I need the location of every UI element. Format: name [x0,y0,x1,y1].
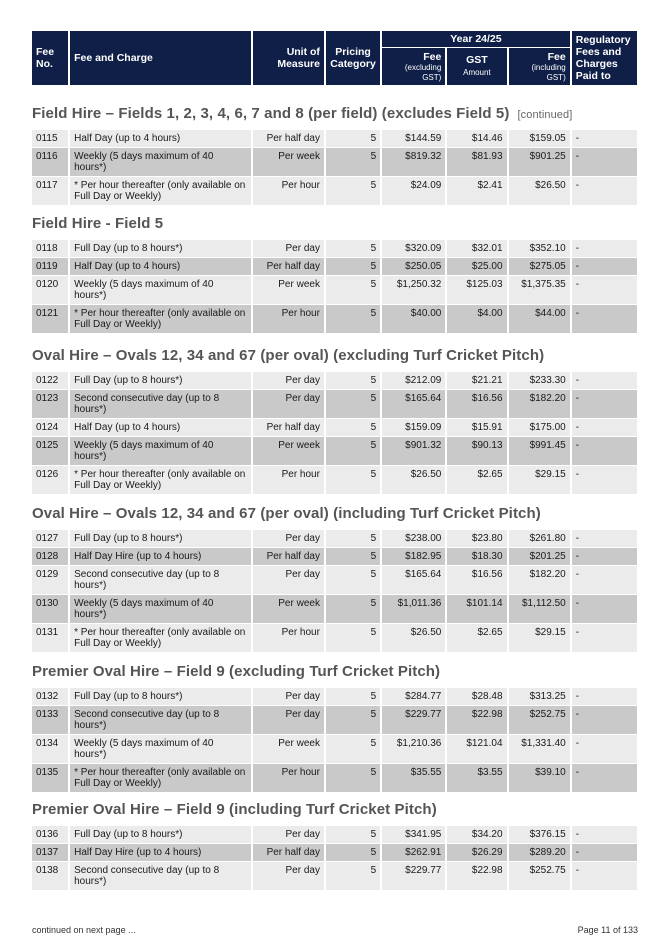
cell-fee-incl-gst: $313.25 [509,688,570,706]
cell-pricing-category: 5 [326,706,380,735]
cell-gst-amount: $23.80 [447,530,506,548]
cell-fee-excl-gst: $238.00 [382,530,445,548]
cell-unit-of-measure: Per week [253,735,324,764]
cell-fee-no: 0124 [32,419,68,437]
fee-table [30,372,639,495]
cell-fee-no: 0116 [32,148,68,177]
cell-fee-excl-gst: $819.32 [382,148,445,177]
cell-fee-no: 0125 [32,437,68,466]
header-gst [447,48,506,85]
cell-fee-no: 0134 [32,735,68,764]
cell-regulatory: - [572,466,637,495]
cell-gst-amount: $2.65 [447,624,506,653]
cell-fee-excl-gst: $165.64 [382,566,445,595]
cell-gst-amount: $2.41 [447,177,506,206]
cell-unit-of-measure: Per day [253,862,324,891]
table-row [32,826,637,844]
cell-pricing-category: 5 [326,826,380,844]
section-title [32,105,639,122]
table-row [32,466,637,495]
cell-fee-no: 0127 [32,530,68,548]
cell-fee-incl-gst: $252.75 [509,706,570,735]
cell-regulatory: - [572,764,637,793]
cell-pricing-category: 5 [326,419,380,437]
table-row [32,624,637,653]
cell-unit-of-measure: Per half day [253,548,324,566]
cell-unit-of-measure: Per hour [253,466,324,495]
cell-fee-no: 0126 [32,466,68,495]
header-year: Year 24/25 [382,31,570,48]
cell-fee-incl-gst: $233.30 [509,372,570,390]
header-fee-no: Fee No. [32,31,68,85]
table-row [32,419,637,437]
cell-regulatory: - [572,688,637,706]
section-title-text: Oval Hire – Ovals 12, 34 and 67 (per oval) (excluding Turf Cricket Pitch) [32,347,545,364]
cell-pricing-category: 5 [326,862,380,891]
cell-fee-excl-gst: $1,011.36 [382,595,445,624]
cell-regulatory: - [572,437,637,466]
cell-unit-of-measure: Per day [253,372,324,390]
cell-fee-incl-gst: $175.00 [509,419,570,437]
header-pricing-category: Pricing Category [326,31,380,85]
section-title [32,801,639,818]
section-title [32,663,639,680]
cell-fee-excl-gst: $284.77 [382,688,445,706]
cell-fee-and-charge: Weekly (5 days maximum of 40 hours*) [70,276,251,305]
cell-pricing-category: 5 [326,735,380,764]
section-title [32,347,639,364]
cell-fee-incl-gst: $39.10 [509,764,570,793]
cell-gst-amount: $81.93 [447,148,506,177]
header-fee-incl-sub: (including GST) [531,62,566,82]
cell-gst-amount: $125.03 [447,276,506,305]
table-row [32,530,637,548]
cell-fee-excl-gst: $1,210.36 [382,735,445,764]
cell-fee-no: 0129 [32,566,68,595]
cell-regulatory: - [572,390,637,419]
cell-fee-no: 0121 [32,305,68,334]
header-regulatory: Regulatory Fees and Charges Paid to [572,31,637,85]
cell-regulatory: - [572,844,637,862]
cell-fee-and-charge: Half Day (up to 4 hours) [70,258,251,276]
cell-unit-of-measure: Per half day [253,258,324,276]
cell-fee-and-charge: Half Day (up to 4 hours) [70,419,251,437]
cell-fee-excl-gst: $40.00 [382,305,445,334]
cell-fee-no: 0115 [32,130,68,148]
cell-fee-incl-gst: $289.20 [509,844,570,862]
section-title-text: Premier Oval Hire – Field 9 (including Turf Cricket Pitch) [32,801,437,818]
cell-regulatory: - [572,148,637,177]
cell-fee-and-charge: Second consecutive day (up to 8 hours*) [70,390,251,419]
cell-fee-incl-gst: $376.15 [509,826,570,844]
cell-fee-no: 0133 [32,706,68,735]
cell-gst-amount: $25.00 [447,258,506,276]
cell-fee-no: 0138 [32,862,68,891]
table-row [32,437,637,466]
cell-fee-incl-gst: $26.50 [509,177,570,206]
section-title-text: Field Hire - Field 5 [32,215,164,232]
cell-regulatory: - [572,566,637,595]
cell-pricing-category: 5 [326,530,380,548]
cell-fee-and-charge: Full Day (up to 8 hours*) [70,826,251,844]
cell-fee-excl-gst: $144.59 [382,130,445,148]
header-unit-of-measure: Unit of Measure [253,31,324,85]
cell-fee-and-charge: Half Day Hire (up to 4 hours) [70,844,251,862]
table-row [32,258,637,276]
section [32,663,639,793]
cell-fee-incl-gst: $182.20 [509,566,570,595]
cell-fee-and-charge: Weekly (5 days maximum of 40 hours*) [70,735,251,764]
cell-gst-amount: $22.98 [447,706,506,735]
cell-regulatory: - [572,258,637,276]
cell-fee-incl-gst: $1,375.35 [509,276,570,305]
cell-fee-incl-gst: $352.10 [509,240,570,258]
cell-regulatory: - [572,826,637,844]
cell-gst-amount: $21.21 [447,372,506,390]
cell-fee-incl-gst: $159.05 [509,130,570,148]
cell-gst-amount: $28.48 [447,688,506,706]
fee-table [30,240,639,334]
cell-pricing-category: 5 [326,177,380,206]
cell-fee-and-charge: * Per hour thereafter (only available on Full Day or Weekly) [70,624,251,653]
cell-fee-excl-gst: $26.50 [382,624,445,653]
cell-pricing-category: 5 [326,566,380,595]
cell-fee-and-charge: Half Day Hire (up to 4 hours) [70,548,251,566]
cell-fee-no: 0131 [32,624,68,653]
cell-fee-incl-gst: $252.75 [509,862,570,891]
cell-fee-excl-gst: $262.91 [382,844,445,862]
cell-fee-incl-gst: $29.15 [509,624,570,653]
cell-fee-and-charge: Weekly (5 days maximum of 40 hours*) [70,437,251,466]
cell-unit-of-measure: Per day [253,826,324,844]
cell-gst-amount: $14.46 [447,130,506,148]
section [32,347,639,495]
cell-unit-of-measure: Per day [253,390,324,419]
section [32,215,639,334]
cell-fee-incl-gst: $1,331.40 [509,735,570,764]
cell-pricing-category: 5 [326,305,380,334]
cell-unit-of-measure: Per day [253,706,324,735]
fee-table [30,688,639,793]
cell-unit-of-measure: Per half day [253,130,324,148]
cell-fee-excl-gst: $229.77 [382,706,445,735]
cell-fee-and-charge: Weekly (5 days maximum of 40 hours*) [70,148,251,177]
cell-fee-incl-gst: $991.45 [509,437,570,466]
header-fee-and-charge: Fee and Charge [70,31,251,85]
cell-gst-amount: $3.55 [447,764,506,793]
cell-pricing-category: 5 [326,372,380,390]
section-title-text: Field Hire – Fields 1, 2, 3, 4, 6, 7 and 8 (per field) (excludes Field 5) [32,105,510,122]
cell-pricing-category: 5 [326,130,380,148]
cell-regulatory: - [572,276,637,305]
table-row [32,706,637,735]
cell-pricing-category: 5 [326,548,380,566]
cell-fee-no: 0120 [32,276,68,305]
cell-fee-no: 0132 [32,688,68,706]
cell-regulatory: - [572,240,637,258]
cell-regulatory: - [572,706,637,735]
table-row [32,240,637,258]
table-row [32,862,637,891]
cell-fee-incl-gst: $44.00 [509,305,570,334]
cell-fee-and-charge: Weekly (5 days maximum of 40 hours*) [70,595,251,624]
table-row [32,276,637,305]
section-title-text: Premier Oval Hire – Field 9 (excluding Turf Cricket Pitch) [32,663,441,680]
table-row [32,148,637,177]
cell-regulatory: - [572,862,637,891]
cell-gst-amount: $22.98 [447,862,506,891]
section [32,105,639,206]
cell-unit-of-measure: Per week [253,437,324,466]
cell-fee-incl-gst: $29.15 [509,466,570,495]
table-row [32,390,637,419]
cell-regulatory: - [572,624,637,653]
cell-fee-incl-gst: $182.20 [509,390,570,419]
fee-table-header [30,31,639,85]
cell-gst-amount: $18.30 [447,548,506,566]
page [32,31,639,887]
cell-fee-incl-gst: $275.05 [509,258,570,276]
cell-fee-no: 0128 [32,548,68,566]
cell-fee-and-charge: Half Day (up to 4 hours) [70,130,251,148]
cell-pricing-category: 5 [326,595,380,624]
cell-fee-no: 0137 [32,844,68,862]
cell-gst-amount: $101.14 [447,595,506,624]
fee-table [30,530,639,653]
cell-fee-excl-gst: $165.64 [382,390,445,419]
cell-unit-of-measure: Per hour [253,764,324,793]
cell-regulatory: - [572,372,637,390]
cell-unit-of-measure: Per half day [253,844,324,862]
cell-fee-excl-gst: $341.95 [382,826,445,844]
header-fee-excl-label: Fee [423,50,442,63]
cell-fee-no: 0119 [32,258,68,276]
cell-gst-amount: $2.65 [447,466,506,495]
cell-fee-incl-gst: $1,112.50 [509,595,570,624]
table-row [32,566,637,595]
cell-regulatory: - [572,595,637,624]
cell-fee-and-charge: Second consecutive day (up to 8 hours*) [70,706,251,735]
cell-fee-no: 0136 [32,826,68,844]
cell-unit-of-measure: Per hour [253,624,324,653]
cell-gst-amount: $15.91 [447,419,506,437]
section [32,801,639,891]
cell-fee-no: 0135 [32,764,68,793]
cell-unit-of-measure: Per week [253,276,324,305]
header-fee-including-gst [509,48,570,85]
cell-fee-excl-gst: $159.09 [382,419,445,437]
cell-pricing-category: 5 [326,437,380,466]
table-row [32,372,637,390]
cell-pricing-category: 5 [326,844,380,862]
cell-gst-amount: $121.04 [447,735,506,764]
fee-table [30,826,639,891]
header-gst-label: GST [466,53,488,66]
table-row [32,548,637,566]
section-continued-label: [continued] [517,109,573,121]
cell-fee-excl-gst: $229.77 [382,862,445,891]
cell-fee-and-charge: Full Day (up to 8 hours*) [70,240,251,258]
fee-table [30,130,639,206]
header-fee-excl-sub: (excluding GST) [404,62,442,82]
cell-pricing-category: 5 [326,240,380,258]
cell-gst-amount: $4.00 [447,305,506,334]
cell-fee-excl-gst: $901.32 [382,437,445,466]
cell-fee-no: 0117 [32,177,68,206]
cell-fee-no: 0123 [32,390,68,419]
footer-continued: continued on next page ... [32,925,136,935]
table-row [32,305,637,334]
cell-regulatory: - [572,530,637,548]
cell-fee-and-charge: * Per hour thereafter (only available on Full Day or Weekly) [70,466,251,495]
header-gst-sub: Amount [463,67,491,77]
cell-gst-amount: $32.01 [447,240,506,258]
cell-fee-and-charge: Second consecutive day (up to 8 hours*) [70,566,251,595]
cell-pricing-category: 5 [326,390,380,419]
cell-fee-and-charge: * Per hour thereafter (only available on Full Day or Weekly) [70,764,251,793]
cell-fee-excl-gst: $26.50 [382,466,445,495]
cell-fee-and-charge: Full Day (up to 8 hours*) [70,530,251,548]
table-row [32,735,637,764]
section-title [32,215,639,232]
cell-unit-of-measure: Per hour [253,177,324,206]
cell-gst-amount: $16.56 [447,390,506,419]
cell-fee-incl-gst: $901.25 [509,148,570,177]
cell-fee-excl-gst: $212.09 [382,372,445,390]
header-fee-excluding-gst [382,48,445,85]
cell-regulatory: - [572,177,637,206]
header-fee-incl-label: Fee [547,50,566,63]
cell-unit-of-measure: Per day [253,530,324,548]
cell-gst-amount: $90.13 [447,437,506,466]
cell-unit-of-measure: Per half day [253,419,324,437]
cell-fee-excl-gst: $35.55 [382,764,445,793]
cell-regulatory: - [572,130,637,148]
cell-pricing-category: 5 [326,466,380,495]
cell-pricing-category: 5 [326,258,380,276]
cell-pricing-category: 5 [326,688,380,706]
cell-fee-and-charge: Full Day (up to 8 hours*) [70,688,251,706]
cell-fee-excl-gst: $320.09 [382,240,445,258]
cell-unit-of-measure: Per day [253,566,324,595]
cell-fee-excl-gst: $24.09 [382,177,445,206]
table-row [32,177,637,206]
cell-gst-amount: $26.29 [447,844,506,862]
cell-unit-of-measure: Per day [253,240,324,258]
table-row [32,764,637,793]
table-row [32,130,637,148]
cell-pricing-category: 5 [326,148,380,177]
cell-fee-no: 0118 [32,240,68,258]
cell-fee-and-charge: * Per hour thereafter (only available on Full Day or Weekly) [70,305,251,334]
cell-fee-incl-gst: $261.80 [509,530,570,548]
section-title-text: Oval Hire – Ovals 12, 34 and 67 (per oval) (including Turf Cricket Pitch) [32,505,541,522]
cell-regulatory: - [572,419,637,437]
cell-fee-excl-gst: $182.95 [382,548,445,566]
cell-unit-of-measure: Per day [253,688,324,706]
section-title [32,505,639,522]
cell-gst-amount: $34.20 [447,826,506,844]
cell-fee-and-charge: Full Day (up to 8 hours*) [70,372,251,390]
cell-unit-of-measure: Per week [253,148,324,177]
cell-fee-no: 0122 [32,372,68,390]
footer-page-number: Page 11 of 133 [577,925,638,935]
cell-fee-incl-gst: $201.25 [509,548,570,566]
cell-regulatory: - [572,735,637,764]
cell-fee-and-charge: Second consecutive day (up to 8 hours*) [70,862,251,891]
cell-fee-and-charge: * Per hour thereafter (only available on Full Day or Weekly) [70,177,251,206]
cell-fee-excl-gst: $1,250.32 [382,276,445,305]
section [32,505,639,653]
table-row [32,844,637,862]
cell-regulatory: - [572,305,637,334]
cell-unit-of-measure: Per hour [253,305,324,334]
cell-pricing-category: 5 [326,276,380,305]
cell-fee-no: 0130 [32,595,68,624]
cell-unit-of-measure: Per week [253,595,324,624]
table-row [32,595,637,624]
table-row [32,688,637,706]
cell-pricing-category: 5 [326,764,380,793]
cell-fee-excl-gst: $250.05 [382,258,445,276]
cell-regulatory: - [572,548,637,566]
cell-gst-amount: $16.56 [447,566,506,595]
cell-pricing-category: 5 [326,624,380,653]
